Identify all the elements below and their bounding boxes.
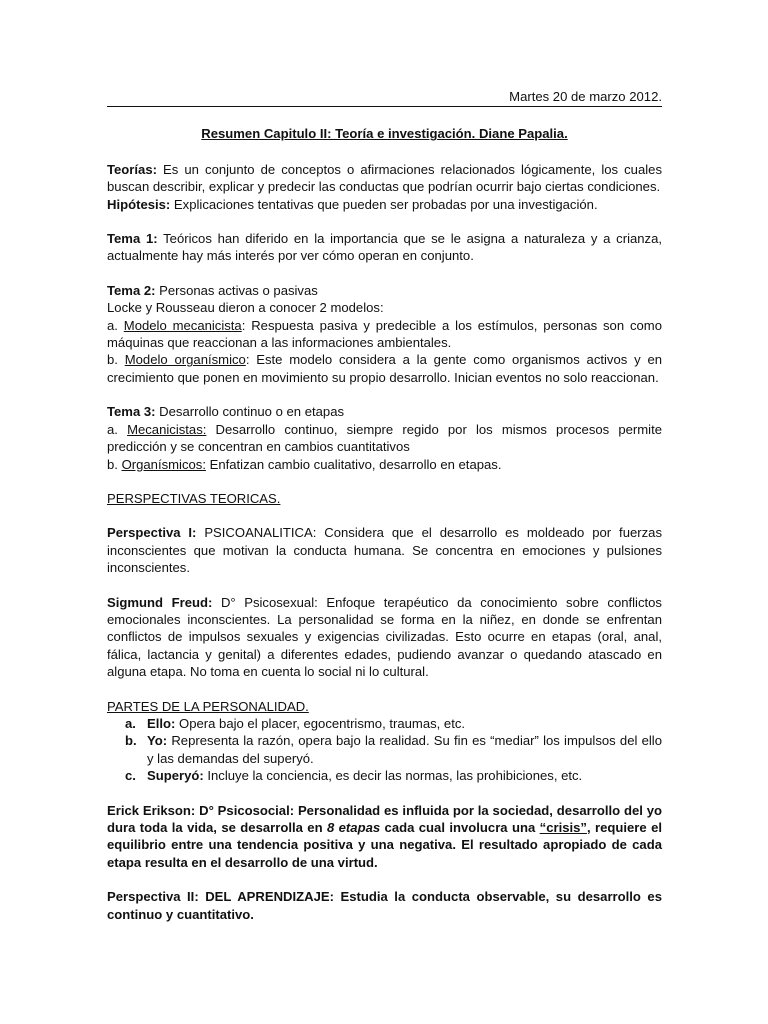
date-text: Martes 20 de marzo 2012. xyxy=(509,89,662,104)
list-item xyxy=(125,767,662,784)
tema2-a-prefix: a. xyxy=(107,317,124,333)
tema3-a-prefix: a. xyxy=(107,421,128,437)
erikson-etapas: 8 etapas xyxy=(326,820,381,835)
tema3-item-a xyxy=(107,421,662,456)
freud-label: Sigmund Freud: xyxy=(107,594,213,610)
teorias-term: Teorías: xyxy=(107,161,157,177)
list-item-term: Superyó: xyxy=(147,768,204,784)
partes-list xyxy=(107,715,662,785)
tema3-b-term: Organísmicos: xyxy=(121,456,206,472)
tema1-text: Teóricos han diferido en la importancia que se le asigna a naturaleza y a crianza, actualmente hay más interés por ver cómo operan en conjunto. xyxy=(107,231,663,264)
teorias-text: Es un conjunto de conceptos o afirmaciones relacionados lógicamente, los cuales buscan describir, explicar y predecir las conductas que podrían ocurrir bajo ciertas condiciones. xyxy=(107,161,662,195)
erikson-label: Erick Erikson: xyxy=(107,802,196,818)
tema2-b-prefix: b. xyxy=(107,352,125,368)
tema2-intro: Locke y Rousseau dieron a conocer 2 modelos: xyxy=(107,300,384,316)
tema3-heading xyxy=(107,403,662,420)
tema2-a-text: : Respuesta pasiva y predecible a los estímulos, personas son como máquinas que reaccionan a las informaciones ambientales. xyxy=(107,317,662,351)
tema2-b-text: : Este modelo considera a la gente como organismos activos y en crecimiento que ponen en movimiento su propio desarrollo. Inician eventos no solo reaccionan. xyxy=(107,352,663,385)
list-item-term: Ello: xyxy=(147,715,176,731)
list-item xyxy=(125,732,662,767)
tema3-a-term: Mecanicistas: xyxy=(127,421,207,437)
hipotesis-definition xyxy=(107,196,662,213)
tema2-heading xyxy=(107,282,662,299)
tema3-b-prefix: b. xyxy=(107,456,122,472)
tema1-label: Tema 1: xyxy=(107,231,158,247)
tema2-section xyxy=(107,282,662,386)
tema3-heading-text: Desarrollo continuo o en etapas xyxy=(155,404,345,420)
hipotesis-term: Hipótesis: xyxy=(107,196,171,212)
partes-heading: PARTES DE LA PERSONALIDAD. xyxy=(107,698,309,714)
tema3-section xyxy=(107,403,662,473)
erikson-text-2: cada cual involucra una xyxy=(380,820,540,835)
perspectiva2-paragraph xyxy=(107,888,662,923)
tema1-paragraph xyxy=(107,230,662,265)
tema3-a-text: Desarrollo continuo, siempre regido por los mismos procesos permite predicción y se concentran en cambios cuantitativos xyxy=(107,421,662,455)
erikson-paragraph xyxy=(107,802,662,872)
list-marker: a. xyxy=(125,715,136,731)
erikson-text-3: , requiere el equilibrio entre una tendencia positiva y una negativa. El resultado apropiado de cada etapa resulta en el desarrollo de una virtud. xyxy=(107,820,662,870)
teorias-definition xyxy=(107,161,662,196)
freud-paragraph xyxy=(107,594,662,681)
tema2-item-a xyxy=(107,317,662,352)
perspectiva2-text: DEL APRENDIZAJE: Estudia la conducta observable, su desarrollo es continuo y cuantitativo. xyxy=(107,889,662,922)
erikson-crisis: “crisis” xyxy=(539,820,587,835)
list-marker: b. xyxy=(125,733,137,749)
list-item-text: Representa la razón, opera bajo la realidad. Su fin es “mediar” los impulsos del ello y las demandas del superyó. xyxy=(147,733,662,766)
perspectiva2-label: Perspectiva II: xyxy=(107,889,199,905)
perspectivas-heading: PERSPECTIVAS TEORICAS. xyxy=(107,490,281,506)
tema3-item-b xyxy=(107,456,662,473)
list-item-text: Incluye la conciencia, es decir las normas, las prohibiciones, etc. xyxy=(203,768,583,784)
perspectiva1-label: Perspectiva I: xyxy=(107,525,197,541)
tema3-b-text: Enfatizan cambio cualitativo, desarrollo en etapas. xyxy=(205,456,502,472)
perspectiva1-paragraph xyxy=(107,524,662,576)
list-item-text: Opera bajo el placer, egocentrismo, traumas, etc. xyxy=(175,715,466,731)
tema2-label: Tema 2: xyxy=(107,282,156,298)
tema3-label: Tema 3: xyxy=(107,404,156,420)
perspectiva1-text: PSICOANALITICA: Considera que el desarrollo es moldeado por fuerzas inconscientes que motivan la conducta humana. Se concentra en emociones y pulsiones inconscientes. xyxy=(107,525,662,576)
document-title xyxy=(107,125,662,142)
list-item xyxy=(125,715,662,732)
erikson-text-1: D° Psicosocial: Personalidad es influida por la sociedad, desarrollo del yo dura toda la vida, se desarrolla en xyxy=(107,802,662,835)
tema2-item-b xyxy=(107,351,662,386)
date-header xyxy=(107,88,662,107)
hipotesis-text: Explicaciones tentativas que pueden ser probadas por una investigación. xyxy=(170,196,598,212)
tema2-heading-text: Personas activas o pasivas xyxy=(155,282,318,298)
list-item-term: Yo: xyxy=(147,733,168,749)
tema2-b-term: Modelo organísmico xyxy=(124,352,246,368)
tema2-a-term: Modelo mecanicista xyxy=(123,317,242,333)
list-marker: c. xyxy=(125,768,136,784)
title-text: Resumen Capitulo II: Teoría e investigación. Diane Papalia. xyxy=(201,126,568,142)
freud-text: D° Psicosexual: Enfoque terapéutico da conocimiento sobre conflictos emocionales inconscientes. La personalidad se forma en la niñez, en donde se enfrentan conflictos de impulsos sexuales y exigencias civilizadas. Esto ocurre en etapas (oral, anal, fálica, lactancia y genital) a diferentes edades, pudiendo avanzar o quedando atascado en alguna etapa. No toma en cuenta lo social ni lo cultural. xyxy=(107,594,662,680)
